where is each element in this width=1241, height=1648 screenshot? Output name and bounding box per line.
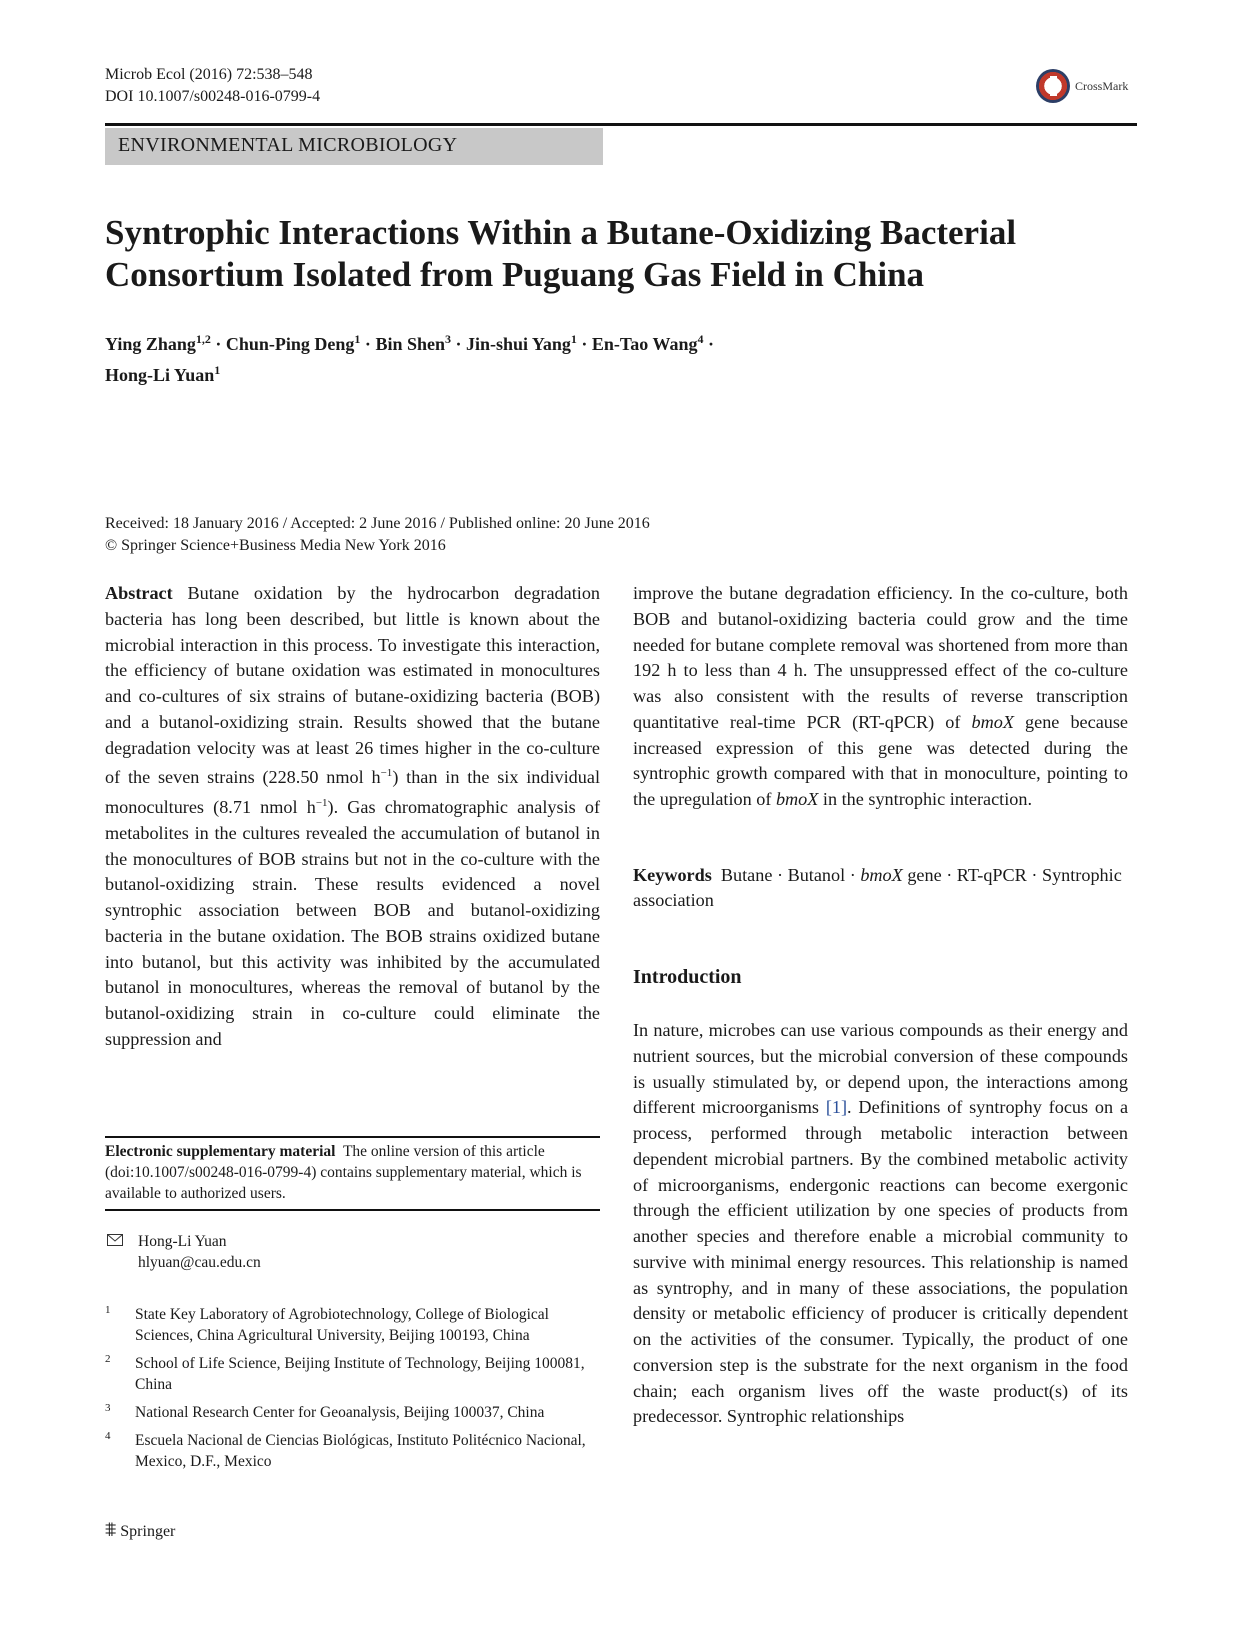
affiliation: 1 State Key Laboratory of Agrobiotechnology, College of Biological Sciences, China Agricultural University, Beijing 100193, China [105, 1304, 549, 1344]
publisher-footer [105, 1519, 175, 1542]
author: Ying Zhang$^{1,2}$ [105, 332, 211, 354]
esm-top-rule [105, 1136, 600, 1138]
introduction-heading: Introduction [633, 966, 742, 988]
crossmark-badge[interactable] [1036, 69, 1136, 105]
author: Jin-shui Yang$^1$ [466, 332, 577, 354]
received-accepted-published: Received: 18 January 2016 / Accepted: 2 June 2016 / Published online: 20 June 2016 [105, 515, 650, 532]
introduction-body: In nature, microbes can use various compounds as their energy and nutrient sources, but the microbial conversion of these compounds is usually stimulated by, or depend upon, the interactions among different microorganisms [1]. Definitions of syntrophy focus on a process, performed through metabolic interaction between dependent microbial partners. By the combined metabolic activity of microorganisms, endergonic reactions can become exergonic through the efficient utilization by one species of products from another species and therefore enable a microbial community to survive with minimal energy resources. This relationship is named as syntrophy, and in many of these associations, the population density or metabolic efficiency of producer is critically dependent on the activities of the consumer. Typically, the product of one conversion step is the substrate for the next organism in the food chain; each organism lives off the waste product(s) of its predecessor. Syntrophic relationships [633, 1020, 1129, 1427]
corresponding-email[interactable]: hlyuan@cau.edu.cn [138, 1254, 261, 1271]
copyright: © Springer Science+Business Media New York 2016 [105, 537, 446, 554]
header-rule [105, 123, 1137, 126]
author: Bin Shen$^3$ [375, 332, 451, 354]
doi: DOI 10.1007/s00248-016-0799-4 [105, 88, 321, 105]
section-label [105, 128, 603, 165]
keywords: Keywords Butane · Butanol · bmoX gene · RT-qPCR · Syntrophic association [633, 865, 1122, 910]
gene-name: bmoX [775, 789, 819, 809]
corresponding-author [105, 1231, 600, 1273]
affiliation: 2 School of Life Science, Beijing Institute of Technology, Beijing 100081, China [105, 1353, 585, 1393]
author-list: Ying Zhang$^{1,2}$ · Chun-Ping Deng$^1$ · Bin Shen$^3$ · Jin-shui Yang$^1$ · En-Tao Wang$^4$ · Hong-Li Yuan$^1$ [105, 332, 714, 385]
affiliation: 4 Escuela Nacional de Ciencias Biológicas, Instituto Politécnico Nacional, Mexico, D.F., Mexico [105, 1430, 586, 1470]
author: Hong-Li Yuan$^1$ [105, 363, 221, 385]
crossmark-label: CrossMark [1075, 79, 1129, 93]
abstract-heading: Abstract [105, 583, 173, 603]
esm-bottom-rule [105, 1209, 600, 1211]
citation-link[interactable]: [1] [825, 1097, 848, 1118]
paper-title: Syntrophic Interactions Within a Butane-Oxidizing Bacterial Consortium Isolated from Puguang Gas Field in China [105, 213, 1017, 294]
springer-horse-icon: ⩨ [105, 1519, 117, 1541]
keywords-heading: Keywords [633, 865, 712, 885]
affiliation: 3 National Research Center for Geoanalysis, Beijing 100037, China [105, 1402, 545, 1421]
section-text: ENVIRONMENTAL MICROBIOLOGY [118, 134, 458, 156]
journal-citation: Microb Ecol (2016) 72:538–548 [105, 66, 313, 83]
corresponding-name: Hong-Li Yuan [138, 1233, 227, 1250]
esm-heading: Electronic supplementary material [105, 1143, 336, 1160]
abstract-right: improve the butane degradation efficiency. In the co-culture, both BOB and butanol-oxidizing bacteria could grow and the time needed for butane complete removal was shortened from more than 192 h to less than 4 h. The unsuppressed effect of the co-culture was also consistent with the results of reverse transcription quantitative real-time PCR (RT-qPCR) of bmoX gene because increased expression of this gene was detected during the syntrophic growth compared with that in monoculture, pointing to the upregulation of bmoX in the syntrophic interaction. [633, 583, 1129, 809]
esm-note: Electronic supplementary material The online version of this article (doi:10.1007/s00248-016-0799-4) contains supplementary material, which is available to authorized users. [105, 1143, 582, 1202]
gene-name: bmoX [971, 711, 1014, 732]
author: En-Tao Wang$^4$ [591, 332, 704, 354]
abstract-left: Abstract Butane oxidation by the hydrocarbon degradation bacteria has long been described, but little is known about the microbial interaction in this process. To investigate this interaction, the efficiency of butane oxidation was estimated in monocultures and co-cultures of six strains of butane-oxidizing bacteria (BOB) and a butanol-oxidizing strain. Results showed that the butane degradation velocity was at least 26 times higher in the co-culture of the seven strains (228.50 nmol $h^{-1}$) than in the six individual monocultures (8.71 nmol $h^{-1}$). Gas chromatographic analysis of metabolites in the cultures revealed the accumulation of butanol in the monocultures of BOB strains but not in the co-culture with the butanol-oxidizing strain. These results evidenced a novel syntrophic association between BOB and butanol-oxidizing bacteria in the butane oxidation. The BOB strains oxidized butane into butanol, but this activity was inhibited by the accumulated butanol in monocultures, whereas the removal of butanol by the butanol-oxidizing strain in co-culture could eliminate the suppression and [105, 583, 601, 1049]
author: Chun-Ping Deng$^1$ [225, 332, 361, 354]
publisher-name: Springer [120, 1523, 176, 1540]
affiliations [105, 1304, 600, 1479]
envelope-icon [107, 1234, 123, 1246]
publication-dates [105, 513, 650, 557]
journal-info [105, 64, 320, 108]
